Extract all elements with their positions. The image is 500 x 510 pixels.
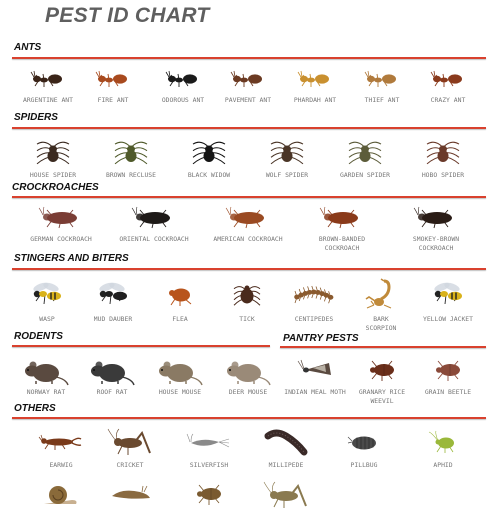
- section-title-ants: ANTS: [14, 42, 42, 53]
- section-title-stingers: STINGERS AND BITERS: [14, 253, 129, 264]
- section-title-rodents: RODENTS: [14, 331, 63, 342]
- spider-icon: [169, 133, 249, 170]
- pest-label: EARWIG: [49, 461, 73, 469]
- page-title: PEST ID CHART: [45, 4, 210, 27]
- pest-item: [21, 202, 101, 243]
- section-title-spiders: SPIDERS: [14, 112, 58, 123]
- ant-icon: [408, 64, 488, 95]
- pest-label: YELLOW JACKET: [422, 315, 474, 323]
- section-title-crockroaches: CROCKROACHES: [12, 182, 99, 193]
- pest-label-line2: SCORPION: [365, 324, 397, 332]
- spider-icon: [403, 133, 483, 170]
- pest-label: ODOROUS ANT: [161, 96, 205, 104]
- section-title-others: OTHERS: [14, 403, 56, 414]
- cricket-icon: [90, 425, 170, 460]
- pest-label: BLACK WIDOW: [187, 171, 231, 179]
- pest-label: APHID: [433, 461, 453, 469]
- pest-label: FIRE ANT: [97, 96, 129, 104]
- pest-item: [403, 133, 483, 179]
- pest-item: [114, 202, 194, 243]
- pest-item: [90, 425, 170, 469]
- pest-label: TICK: [239, 315, 255, 323]
- pest-item: [208, 202, 288, 243]
- pest-item: [73, 64, 153, 104]
- pest-item: [324, 425, 404, 469]
- pest-item: [408, 64, 488, 104]
- section-divider: [12, 196, 486, 198]
- pest-label: PHARDAH ANT: [293, 96, 337, 104]
- earwig-icon: [21, 425, 101, 460]
- roach-icon: [114, 202, 194, 234]
- pest-item: [13, 133, 93, 179]
- roach-icon: [208, 202, 288, 234]
- pest-label: WOLF SPIDER: [265, 171, 309, 179]
- section-divider: [12, 417, 486, 419]
- pest-label: CENTIPEDES: [294, 315, 334, 323]
- pest-label: BROWN-BANDED: [318, 235, 366, 243]
- pest-label: GERMAN COCKROACH: [30, 235, 92, 243]
- aphid-icon: [403, 425, 483, 460]
- roach-icon: [302, 202, 382, 234]
- pest-label: BROWN RECLUSE: [105, 171, 157, 179]
- spider-icon: [247, 133, 327, 170]
- pest-label: INDIAN MEAL MOTH: [284, 388, 346, 396]
- pest-label: ORIENTAL COCKROACH: [119, 235, 189, 243]
- snail-icon: [20, 482, 100, 508]
- section-divider: [12, 57, 486, 59]
- pest-item: [21, 425, 101, 469]
- pest-label: SMOKEY-BROWN: [412, 235, 460, 243]
- pest-item: [247, 133, 327, 179]
- pest-label: GRANARY RICE: [358, 388, 406, 396]
- roach-icon: [396, 202, 476, 234]
- pest-label: GARDEN SPIDER: [339, 171, 391, 179]
- pest-label: CRICKET: [116, 461, 144, 469]
- pest-item: [408, 276, 488, 323]
- pest-label-line2: COCKROACH: [418, 244, 454, 252]
- pest-label: SILVERFISH: [189, 461, 229, 469]
- pest-label: CRAZY ANT: [430, 96, 466, 104]
- pest-label: FLEA: [172, 315, 188, 323]
- pest-label: PILLBUG: [350, 461, 378, 469]
- pest-item: [396, 202, 476, 252]
- pest-label: MUD DAUBER: [93, 315, 133, 323]
- section-title-pantry: PANTRY PESTS: [283, 333, 359, 344]
- pest-item: [302, 202, 382, 252]
- roach-icon: [21, 202, 101, 234]
- pest-item: [403, 425, 483, 469]
- wasp-icon: [408, 276, 488, 314]
- pest-label: HOBO SPIDER: [421, 171, 465, 179]
- pest-label: NORWAY RAT: [26, 388, 66, 396]
- pillbug-icon: [324, 425, 404, 460]
- pest-item: [325, 133, 405, 179]
- pest-item: [408, 352, 488, 396]
- pest-label: ARGENTINE ANT: [22, 96, 74, 104]
- spider-icon: [13, 133, 93, 170]
- ant-icon: [73, 64, 153, 95]
- pest-label: MILLIPEDE: [268, 461, 304, 469]
- section-divider: [12, 127, 486, 129]
- pest-item: [246, 425, 326, 469]
- pest-label: PAVEMENT ANT: [224, 96, 272, 104]
- millipede-icon: [246, 425, 326, 460]
- section-divider: [12, 268, 486, 270]
- pest-item: [169, 133, 249, 179]
- pest-label: HOUSE MOUSE: [158, 388, 202, 396]
- cricket-icon: [246, 482, 326, 510]
- pest-label: DEER MOUSE: [228, 388, 268, 396]
- beetle-icon: [169, 482, 249, 506]
- section-divider: [280, 346, 486, 348]
- pest-label: GRAIN BEETLE: [424, 388, 472, 396]
- pest-label: BARK: [373, 315, 389, 323]
- pest-label-line2: WEEVIL: [370, 397, 394, 405]
- pest-label: WASP: [39, 315, 55, 323]
- spider-icon: [325, 133, 405, 170]
- pest-label: ROOF RAT: [96, 388, 128, 396]
- pest-label: HOUSE SPIDER: [29, 171, 77, 179]
- pest-item: [91, 133, 171, 179]
- pest-label: THIEF ANT: [364, 96, 400, 104]
- silverfish-icon: [169, 425, 249, 460]
- spider-icon: [91, 133, 171, 170]
- section-divider: [12, 345, 270, 347]
- pest-label: AMERICAN COCKROACH: [213, 235, 283, 243]
- pest-label-line2: COCKROACH: [324, 244, 360, 252]
- slug-icon: [90, 482, 170, 502]
- pest-item: [169, 425, 249, 469]
- beetle-icon: [408, 352, 488, 387]
